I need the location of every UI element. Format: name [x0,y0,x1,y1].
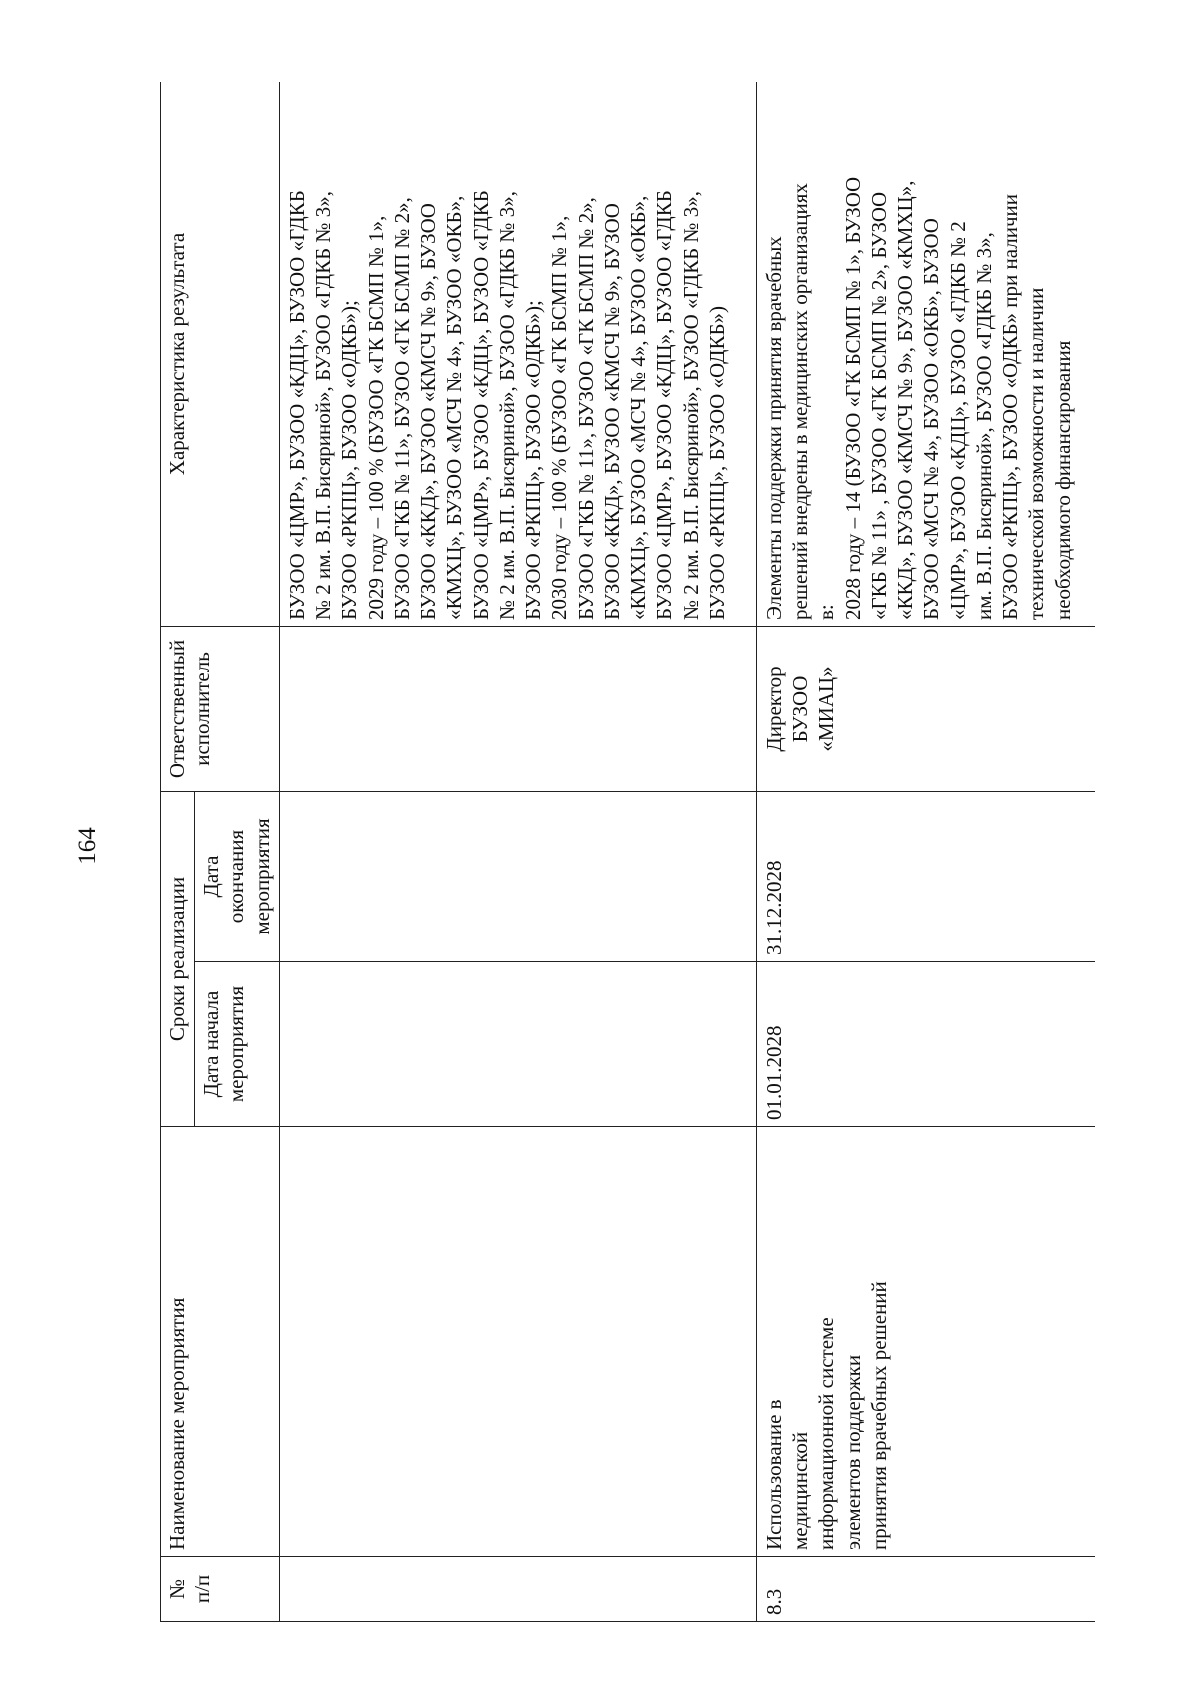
table-row [756,82,1095,1622]
cell-num: 8.3 [756,1557,1095,1622]
cell-result: Элементы поддержки принятия врачебных решений внедрены в медицинских организациях в: 2028 году – 14 (БУЗОО «ГК БСМП № 1», БУЗОО «ГКБ № 11» , БУЗОО «ГК БСМП № 2», БУЗОО «ККД», БУЗОО «КМСЧ № 9», БУЗОО «КМХЦ», БУЗОО «МСЧ № 4», БУЗОО «ОКБ», БУЗОО «ЦМР», БУЗОО «КДЦ», БУЗОО «ГДКБ № 2 им. В.П. Бисяриной», БУЗОО «ГДКБ № 3», БУЗОО «РКПЦ», БУЗОО «ОДКБ» при наличии технической возможности и наличии необходимого финансирования [756,82,1095,627]
header-result: Характеристика результата [161,82,280,627]
table-row [279,82,756,1622]
cell-responsible: Директор БУЗОО «МИАЦ» [756,627,1095,792]
header-end: Дата окончания мероприятия [195,792,280,962]
cell-num [279,1557,756,1622]
cell-end: 31.12.2028 [756,792,1095,962]
cell-start: 01.01.2028 [756,962,1095,1127]
header-num: № п/п [161,1557,280,1622]
page-number: 164 [74,827,101,865]
cell-name [279,1127,756,1557]
cell-responsible [279,627,756,792]
header-responsible: Ответственный исполнитель [161,627,280,792]
measures-table [160,82,1095,1622]
cell-name: Использование в медицинской информационной системе элементов поддержки принятия врачебных решений [756,1127,1095,1557]
rotated-table-sheet [160,82,1095,1622]
header-row-1 [161,82,195,1622]
cell-result: БУЗОО «ЦМР», БУЗОО «КДЦ», БУЗОО «ГДКБ № 2 им. В.П. Бисяриной», БУЗОО «ГДКБ № 3», БУЗОО «РКПЦ», БУЗОО «ОДКБ»); 2029 году – 100 % (БУЗОО «ГК БСМП № 1», БУЗОО «ГКБ № 11», БУЗОО «ГК БСМП № 2», БУЗОО «ККД», БУЗОО «КМСЧ № 9», БУЗОО «КМХЦ», БУЗОО «МСЧ № 4», БУЗОО «ОКБ», БУЗОО «ЦМР», БУЗОО «КДЦ», БУЗОО «ГДКБ № 2 им. В.П. Бисяриной», БУЗОО «ГДКБ № 3», БУЗОО «РКПЦ», БУЗОО «ОДКБ»); 2030 году – 100 % (БУЗОО «ГК БСМП № 1», БУЗОО «ГКБ № 11», БУЗОО «ГК БСМП № 2», БУЗОО «ККД», БУЗОО «КМСЧ № 9», БУЗОО «КМХЦ», БУЗОО «МСЧ № 4», БУЗОО «ОКБ», БУЗОО «ЦМР», БУЗОО «КДЦ», БУЗОО «ГДКБ № 2 им. В.П. Бисяриной», БУЗОО «ГДКБ № 3», БУЗОО «РКПЦ», БУЗОО «ОДКБ») [279,82,756,627]
header-name: Наименование мероприятия [161,1127,280,1557]
header-start: Дата начала мероприятия [195,962,280,1127]
table-rotation-frame [160,82,1095,1622]
cell-end [279,792,756,962]
header-terms: Сроки реализации [161,792,195,1127]
cell-start [279,962,756,1127]
